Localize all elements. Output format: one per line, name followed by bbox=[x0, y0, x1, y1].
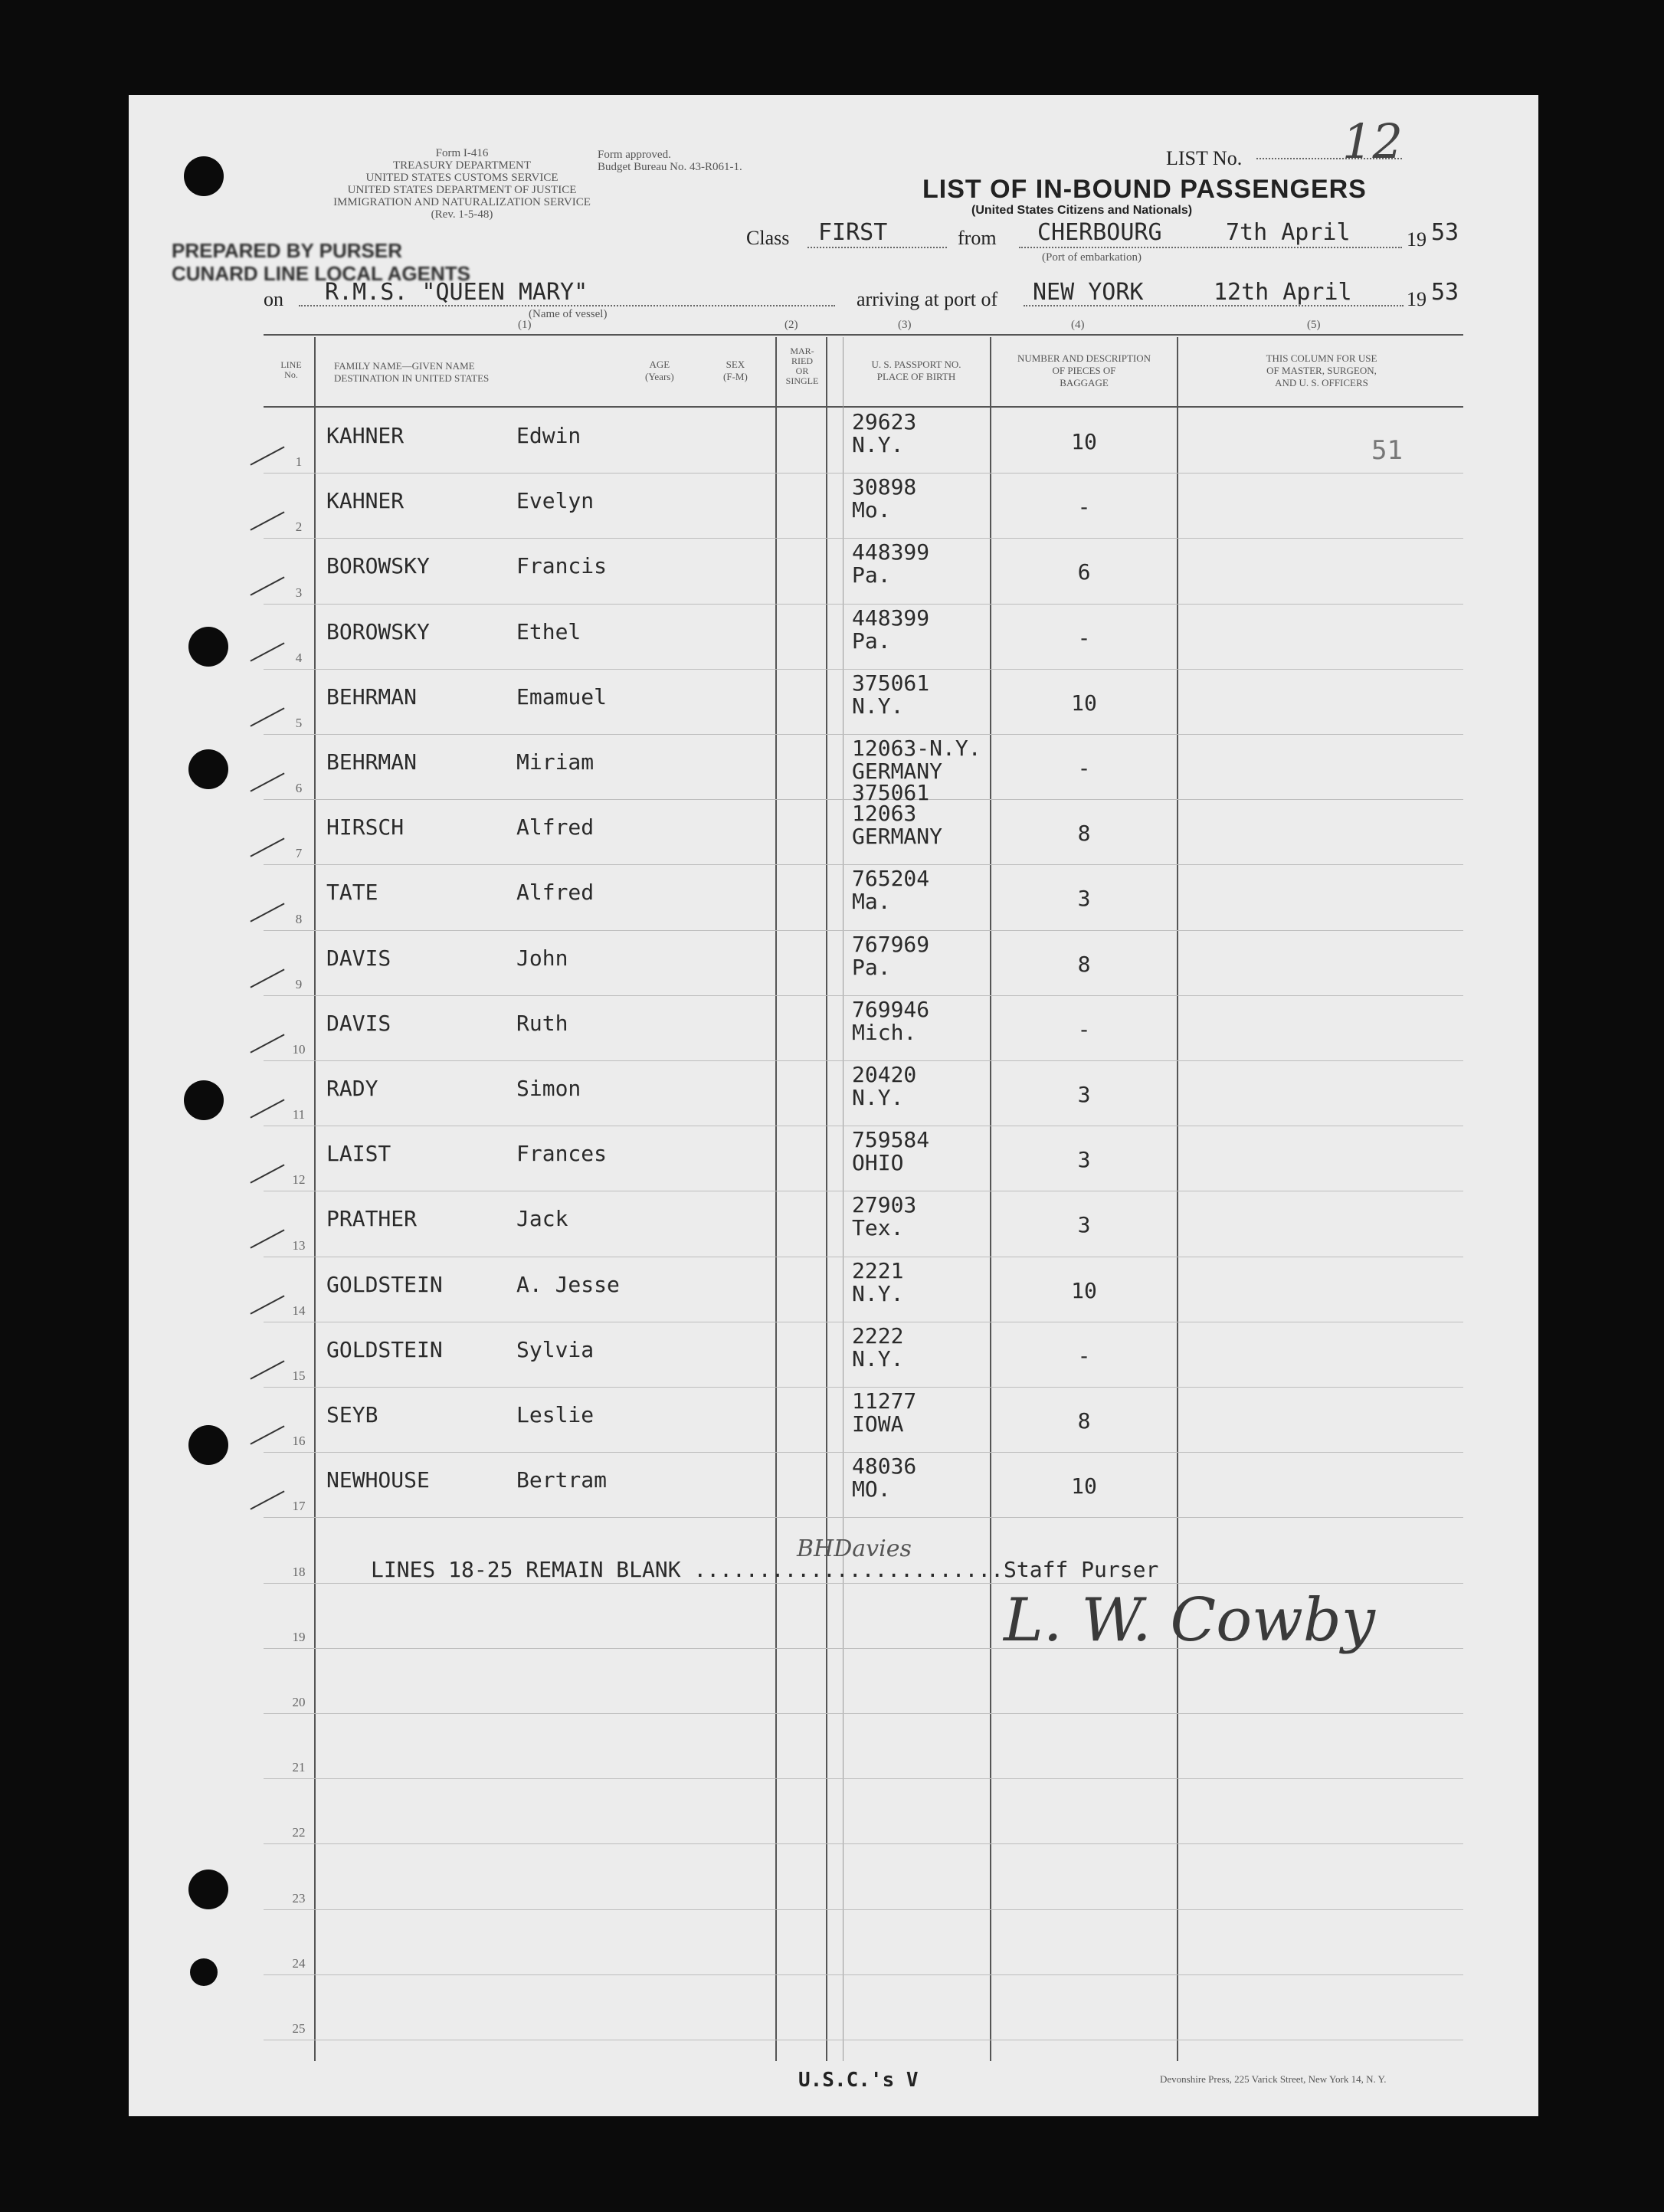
row-rule bbox=[264, 930, 1463, 931]
place-of-birth: Pa. bbox=[852, 628, 891, 654]
baggage-count: - bbox=[1077, 624, 1091, 650]
passenger-given-name: Leslie bbox=[516, 1402, 595, 1427]
arrival-year-prefix: 19 bbox=[1407, 288, 1427, 310]
form-block-line: Form I-416 bbox=[435, 147, 489, 159]
line-number: 8 bbox=[295, 911, 303, 926]
place-of-birth: N.Y. bbox=[852, 1345, 904, 1371]
header-passport-line: PLACE OF BIRTH bbox=[876, 371, 956, 382]
baggage-count: 8 bbox=[1077, 821, 1091, 847]
list-no-label: LIST No. bbox=[1166, 147, 1243, 169]
header-married-line: RIED bbox=[791, 356, 813, 366]
officer-note: 51 bbox=[1371, 435, 1403, 466]
line-number: 12 bbox=[292, 1172, 306, 1188]
passenger-family-name: PRATHER bbox=[326, 1206, 418, 1232]
punch-hole bbox=[188, 1425, 228, 1465]
punch-hole bbox=[188, 1870, 228, 1909]
approval-line: Budget Bureau No. 43-R061-1. bbox=[598, 161, 742, 173]
passenger-given-name: Edwin bbox=[516, 423, 581, 448]
row-rule bbox=[264, 734, 1463, 735]
arrival-date: 12th April bbox=[1214, 279, 1352, 306]
line-number: 11 bbox=[292, 1107, 306, 1122]
baggage-count: - bbox=[1077, 1342, 1091, 1368]
baggage-count: 10 bbox=[1071, 429, 1097, 454]
place-of-birth: OHIO bbox=[852, 1150, 904, 1176]
passenger-family-name: BEHRMAN bbox=[326, 683, 418, 709]
page-subtitle: (United States Citizens and Nationals) bbox=[971, 204, 1193, 217]
page-title: LIST OF IN-BOUND PASSENGERS bbox=[922, 175, 1367, 204]
on-label: on bbox=[264, 288, 283, 310]
header-passport-line: U. S. PASSPORT NO. bbox=[871, 359, 961, 370]
line-number: 19 bbox=[292, 1629, 306, 1644]
header-baggage-line: OF PIECES OF bbox=[1052, 365, 1116, 376]
passenger-family-name: NEWHOUSE bbox=[326, 1467, 430, 1493]
baggage-count: 10 bbox=[1071, 1473, 1097, 1499]
passport-number: 2221 bbox=[852, 1257, 904, 1283]
place-of-birth: GERMANY bbox=[852, 824, 943, 850]
passenger-given-name: A. Jesse bbox=[516, 1271, 620, 1297]
arrival-year: 53 bbox=[1431, 279, 1459, 306]
form-block-line: (Rev. 1-5-48) bbox=[431, 208, 493, 221]
passport-number: 20420 bbox=[852, 1062, 917, 1087]
header-sex bbox=[723, 359, 748, 383]
baggage-count: 6 bbox=[1077, 559, 1091, 585]
passport-number: 448399 bbox=[852, 605, 930, 631]
line-number: 5 bbox=[295, 716, 303, 730]
passenger-family-name: RADY bbox=[326, 1076, 378, 1101]
header-passport bbox=[843, 359, 990, 383]
place-of-birth: GERMANY bbox=[852, 759, 943, 784]
passport-number: 12063 bbox=[852, 801, 917, 827]
passenger-given-name: Ruth bbox=[516, 1010, 568, 1036]
place-of-birth: Mo. bbox=[852, 497, 891, 523]
baggage-count: 3 bbox=[1077, 1147, 1091, 1173]
passenger-given-name: Emamuel bbox=[516, 683, 608, 709]
passenger-family-name: BEHRMAN bbox=[326, 749, 418, 775]
from-year-prefix: 19 bbox=[1407, 228, 1427, 251]
baggage-count: 10 bbox=[1071, 690, 1097, 716]
baggage-count: 3 bbox=[1077, 886, 1091, 912]
row-rule bbox=[264, 995, 1463, 996]
header-sex-line: (F-M) bbox=[723, 371, 748, 382]
place-of-birth: N.Y. bbox=[852, 1085, 904, 1110]
row-rule bbox=[264, 604, 1463, 605]
passport-number: 27903 bbox=[852, 1192, 917, 1218]
header-age-line: (Years) bbox=[645, 371, 674, 382]
header-name-line: FAMILY NAME—GIVEN NAME bbox=[334, 360, 475, 372]
column-number: (5) bbox=[1307, 319, 1321, 331]
place-of-birth: Mich. bbox=[852, 1019, 917, 1045]
header-baggage-line: NUMBER AND DESCRIPTION bbox=[1017, 352, 1151, 364]
passport-number: 759584 bbox=[852, 1127, 930, 1153]
vessel-caption: (Name of vessel) bbox=[529, 308, 608, 320]
column-rule bbox=[826, 337, 827, 2061]
line-number: 6 bbox=[295, 781, 303, 796]
line-number: 22 bbox=[292, 1825, 306, 1840]
baggage-count: 3 bbox=[1077, 1082, 1091, 1107]
passport-number: 767969 bbox=[852, 931, 930, 957]
from-underline bbox=[1019, 247, 1402, 248]
column-rule bbox=[1177, 337, 1178, 2061]
manifest-page bbox=[129, 95, 1538, 2116]
header-baggage-line: BAGGAGE bbox=[1060, 377, 1109, 388]
place-of-birth: Pa. bbox=[852, 954, 891, 980]
passenger-family-name: GOLDSTEIN bbox=[326, 1336, 443, 1362]
column-number: (2) bbox=[785, 319, 798, 331]
place-of-birth: Pa. bbox=[852, 562, 891, 588]
header-line-no: LINE No. bbox=[280, 359, 302, 380]
line-number: 18 bbox=[292, 1564, 306, 1579]
class-value: FIRST bbox=[818, 219, 888, 246]
column-rule bbox=[775, 337, 777, 2061]
class-underline bbox=[807, 247, 947, 248]
header-officers bbox=[1180, 352, 1463, 389]
vessel-underline bbox=[299, 305, 835, 306]
purser-stamp bbox=[172, 239, 470, 285]
column-rule bbox=[314, 337, 316, 2061]
line-number: 21 bbox=[292, 1760, 306, 1775]
column-number: (3) bbox=[898, 319, 912, 331]
line-number: 7 bbox=[295, 846, 303, 861]
table-top-rule bbox=[264, 334, 1463, 336]
header-name bbox=[334, 360, 489, 385]
row-rule bbox=[264, 1387, 1463, 1388]
passenger-family-name: TATE bbox=[326, 880, 378, 906]
passport-number: 29623 bbox=[852, 409, 917, 434]
from-label: from bbox=[958, 227, 997, 249]
passport-number: 30898 bbox=[852, 474, 917, 500]
column-number: (1) bbox=[518, 319, 532, 331]
passport-number: 448399 bbox=[852, 539, 930, 565]
passenger-family-name: DAVIS bbox=[326, 945, 391, 971]
line-number: 9 bbox=[295, 976, 303, 991]
passport-number: 12063-N.Y. bbox=[852, 736, 981, 761]
port-caption: (Port of embarkation) bbox=[1042, 251, 1142, 264]
header-sex-line: SEX bbox=[726, 359, 745, 370]
passenger-given-name: Bertram bbox=[516, 1467, 608, 1493]
header-age bbox=[645, 359, 674, 383]
punch-hole bbox=[188, 749, 228, 789]
passenger-given-name: Miriam bbox=[516, 749, 595, 775]
baggage-count: - bbox=[1077, 755, 1091, 781]
row-rule bbox=[264, 1583, 1463, 1584]
baggage-count: 10 bbox=[1071, 1277, 1097, 1303]
passenger-family-name: KAHNER bbox=[326, 423, 405, 448]
row-rule bbox=[264, 1843, 1463, 1844]
passenger-family-name: DAVIS bbox=[326, 1010, 391, 1036]
row-rule bbox=[264, 1060, 1463, 1061]
row-rule bbox=[264, 1974, 1463, 1975]
line-number: 24 bbox=[292, 1955, 306, 1971]
stamp-line: PREPARED BY PURSER bbox=[172, 239, 402, 262]
purser-signature: L. W. Cowby bbox=[1004, 1586, 1375, 1655]
line-number: 14 bbox=[292, 1303, 306, 1318]
row-rule bbox=[264, 473, 1463, 474]
punch-hole bbox=[184, 1080, 224, 1120]
printer-imprint: Devonshire Press, 225 Varick Street, New York 14, N. Y. bbox=[1160, 2073, 1387, 2085]
row-rule bbox=[264, 669, 1463, 670]
header-name-line: DESTINATION IN UNITED STATES bbox=[334, 372, 490, 384]
line-number: 10 bbox=[292, 1042, 306, 1057]
passport-number: 11277 bbox=[852, 1388, 917, 1414]
passenger-given-name: Evelyn bbox=[516, 488, 595, 514]
line-number: 3 bbox=[295, 585, 303, 600]
passenger-given-name: Jack bbox=[516, 1206, 568, 1232]
passenger-given-name: Frances bbox=[516, 1141, 608, 1167]
line-number: 13 bbox=[292, 1237, 306, 1253]
form-block-line: UNITED STATES CUSTOMS SERVICE bbox=[365, 172, 558, 184]
passenger-given-name: Ethel bbox=[516, 618, 581, 644]
passenger-family-name: SEYB bbox=[326, 1402, 378, 1427]
header-baggage bbox=[991, 352, 1177, 389]
passenger-family-name: LAIST bbox=[326, 1141, 391, 1167]
arrival-port: NEW YORK bbox=[1033, 279, 1144, 306]
from-date: 7th April bbox=[1226, 219, 1351, 246]
passport-number: 48036 bbox=[852, 1453, 917, 1480]
header-officers-line: THIS COLUMN FOR USE bbox=[1266, 352, 1377, 364]
uscs-mark: U.S.C.'s V bbox=[798, 2069, 919, 2092]
header-officers-line: OF MASTER, SURGEON, bbox=[1266, 365, 1377, 376]
row-rule bbox=[264, 538, 1463, 539]
passport-number: 769946 bbox=[852, 996, 930, 1022]
line-number: 25 bbox=[292, 2021, 306, 2036]
baggage-count: - bbox=[1077, 494, 1091, 520]
purser-initials: BHDavies bbox=[797, 1535, 912, 1562]
place-of-birth: MO. bbox=[852, 1476, 891, 1503]
place-of-birth: Tex. bbox=[852, 1215, 904, 1241]
from-year: 53 bbox=[1431, 219, 1459, 246]
line-number: 15 bbox=[292, 1368, 306, 1383]
class-label: Class bbox=[746, 227, 790, 249]
table-header-rule bbox=[264, 406, 1463, 408]
remain-blank-note: LINES 18-25 REMAIN BLANK ........................Staff Purser bbox=[371, 1557, 1159, 1582]
header-married bbox=[781, 346, 823, 386]
passport-number-corrected: 375061 bbox=[852, 780, 930, 805]
line-number: 4 bbox=[295, 650, 303, 665]
line-number: 23 bbox=[292, 1890, 306, 1906]
passport-number: 765204 bbox=[852, 866, 930, 892]
column-rule bbox=[990, 337, 991, 2061]
header-age-line: AGE bbox=[649, 359, 670, 370]
passenger-given-name: Alfred bbox=[516, 814, 595, 841]
passenger-given-name: Simon bbox=[516, 1076, 581, 1101]
row-rule bbox=[264, 864, 1463, 865]
form-block-line: UNITED STATES DEPARTMENT OF JUSTICE bbox=[347, 184, 577, 196]
place-of-birth: IOWA bbox=[852, 1411, 904, 1437]
baggage-count: 3 bbox=[1077, 1212, 1091, 1238]
approval-line: Form approved. bbox=[598, 149, 671, 161]
row-rule bbox=[264, 1909, 1463, 1910]
row-rule bbox=[264, 1452, 1463, 1453]
passenger-given-name: John bbox=[516, 945, 568, 971]
form-block-line: TREASURY DEPARTMENT bbox=[392, 159, 532, 172]
baggage-count: 8 bbox=[1077, 1408, 1091, 1434]
punch-hole bbox=[184, 156, 224, 196]
line-number: 17 bbox=[292, 1499, 306, 1514]
line-number: 16 bbox=[292, 1434, 306, 1449]
line-number: 20 bbox=[292, 1695, 306, 1709]
arriving-label: arriving at port of bbox=[857, 288, 998, 310]
header-married-line: MAR- bbox=[790, 346, 814, 356]
passenger-family-name: BOROWSKY bbox=[326, 618, 430, 644]
passenger-given-name: Alfred bbox=[516, 880, 595, 906]
passenger-family-name: BOROWSKY bbox=[326, 553, 430, 579]
punch-hole bbox=[188, 627, 228, 667]
form-identification bbox=[313, 147, 611, 221]
passport-number: 2222 bbox=[852, 1322, 904, 1349]
row-rule bbox=[264, 1778, 1463, 1779]
column-number: (4) bbox=[1071, 319, 1085, 331]
place-of-birth: N.Y. bbox=[852, 693, 904, 719]
header-married-line: OR bbox=[795, 365, 809, 376]
list-no-value: 12 bbox=[1342, 113, 1403, 169]
place-of-birth: N.Y. bbox=[852, 432, 904, 457]
form-approval bbox=[598, 149, 742, 173]
passenger-family-name: GOLDSTEIN bbox=[326, 1271, 443, 1297]
passenger-given-name: Francis bbox=[516, 553, 608, 579]
header-married-line: SINGLE bbox=[785, 375, 819, 386]
form-block-line: IMMIGRATION AND NATURALIZATION SERVICE bbox=[333, 196, 591, 208]
row-rule bbox=[264, 1713, 1463, 1714]
line-number: 1 bbox=[295, 454, 303, 470]
from-port: CHERBOURG bbox=[1037, 219, 1162, 246]
punch-hole bbox=[190, 1958, 218, 1986]
arrival-underline bbox=[1024, 305, 1404, 306]
baggage-count: 8 bbox=[1077, 951, 1091, 977]
passport-number: 375061 bbox=[852, 670, 930, 696]
header-officers-line: AND U. S. OFFICERS bbox=[1275, 377, 1368, 388]
passenger-family-name: HIRSCH bbox=[326, 814, 405, 841]
passenger-family-name: KAHNER bbox=[326, 488, 405, 514]
stamp-line: CUNARD LINE LOCAL AGENTS bbox=[172, 262, 470, 285]
line-number: 2 bbox=[295, 519, 303, 535]
place-of-birth: N.Y. bbox=[852, 1280, 904, 1306]
baggage-count: - bbox=[1077, 1016, 1091, 1042]
passenger-given-name: Sylvia bbox=[516, 1336, 595, 1362]
row-rule bbox=[264, 1517, 1463, 1518]
place-of-birth: Ma. bbox=[852, 889, 891, 915]
vessel-name: R.M.S. "QUEEN MARY" bbox=[325, 279, 588, 306]
